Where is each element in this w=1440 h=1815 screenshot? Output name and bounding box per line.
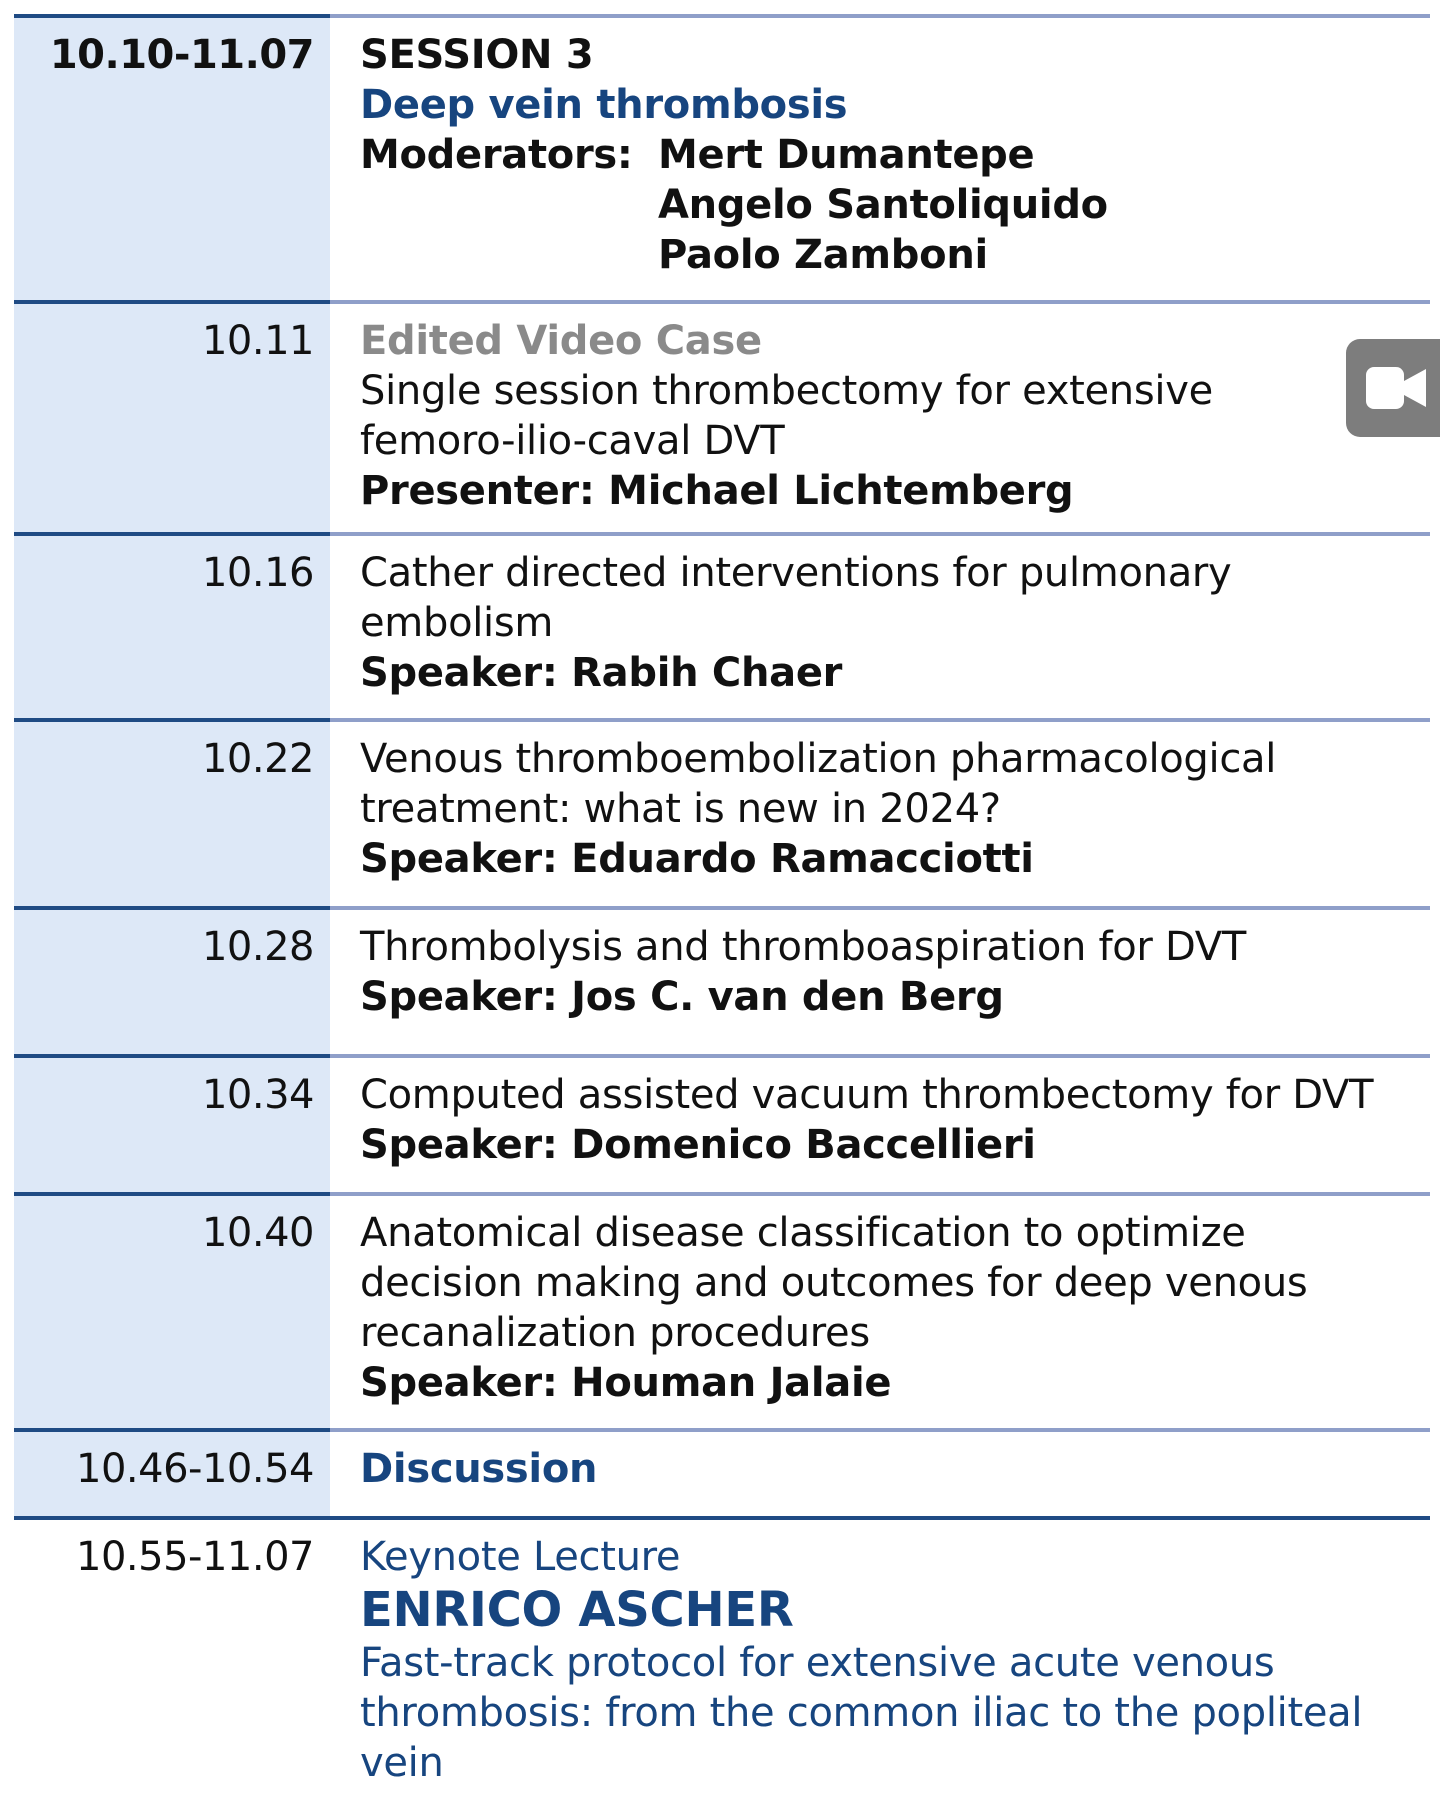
item-title-line: Computed assisted vacuum thrombectomy for DVT [360, 1072, 1374, 1118]
item-time: 10.46-10.54 [76, 1446, 314, 1492]
program-item-row [14, 304, 1430, 534]
program-item-row [14, 910, 1430, 1056]
discussion-label: Discussion [360, 1446, 598, 1492]
item-title-line: decision making and outcomes for deep venous [360, 1260, 1308, 1306]
item-content [360, 548, 1430, 698]
keynote-label: Keynote Lecture [360, 1534, 681, 1580]
item-time: 10.22 [201, 736, 314, 782]
item-time: 10.11 [201, 318, 314, 364]
program-item-row [14, 1058, 1430, 1194]
moderators-label: Moderators: [360, 132, 633, 178]
item-title-line: Thrombolysis and thromboaspiration for DVT [360, 924, 1246, 970]
keynote-title-line: Fast-track protocol for extensive acute venous [360, 1640, 1275, 1686]
moderators [360, 130, 1430, 280]
moderator-names [658, 130, 1108, 280]
item-content [360, 1070, 1430, 1170]
session-content [360, 30, 1430, 280]
item-content [360, 1208, 1430, 1408]
item-time: 10.55-11.07 [76, 1534, 314, 1580]
item-content [360, 1532, 1430, 1788]
moderator-name: Paolo Zamboni [658, 232, 988, 278]
item-speaker: Speaker: Domenico Baccellieri [360, 1122, 1036, 1168]
item-title-line: recanalization procedures [360, 1310, 870, 1356]
item-title-line: Cather directed interventions for pulmonary [360, 550, 1232, 596]
item-content [360, 734, 1430, 884]
session-title: Deep vein thrombosis [360, 82, 848, 128]
moderator-name: Mert Dumantepe [658, 132, 1035, 178]
item-time: 10.16 [201, 550, 314, 596]
video-button[interactable] [1346, 339, 1440, 437]
item-content [360, 316, 1430, 516]
session-header-row [14, 18, 1430, 302]
item-title-line: Single session thrombectomy for extensive [360, 368, 1213, 414]
item-type-label: Edited Video Case [360, 318, 762, 364]
program-item-row [14, 722, 1430, 908]
keynote-title-line: thrombosis: from the common iliac to the popliteal [360, 1690, 1363, 1736]
item-time: 10.28 [201, 924, 314, 970]
keynote-row [14, 1520, 1430, 1815]
item-presenter: Presenter: Michael Lichtemberg [360, 468, 1074, 514]
session-label: SESSION 3 [360, 32, 594, 78]
item-content [360, 922, 1430, 1022]
item-title-line: Venous thromboembolization pharmacological [360, 736, 1277, 782]
item-time: 10.40 [201, 1210, 314, 1256]
program-item-row [14, 536, 1430, 720]
item-title-line: femoro-ilio-caval DVT [360, 418, 785, 464]
item-title-line: embolism [360, 600, 554, 646]
program-item-row [14, 1196, 1430, 1430]
session-time: 10.10-11.07 [49, 32, 314, 78]
item-title-line: Anatomical disease classification to optimize [360, 1210, 1246, 1256]
video-camera-icon [1366, 367, 1426, 409]
item-time: 10.34 [201, 1072, 314, 1118]
item-speaker: Speaker: Houman Jalaie [360, 1360, 892, 1406]
item-title-line: treatment: what is new in 2024? [360, 786, 1001, 832]
keynote-speaker: ENRICO ASCHER [360, 1582, 794, 1638]
item-speaker: Speaker: Jos C. van den Berg [360, 974, 1004, 1020]
keynote-title-line: vein [360, 1740, 444, 1786]
discussion-row [14, 1432, 1430, 1518]
item-content [360, 1444, 1430, 1494]
item-speaker: Speaker: Eduardo Ramacciotti [360, 836, 1034, 882]
moderator-name: Angelo Santoliquido [658, 182, 1108, 228]
item-speaker: Speaker: Rabih Chaer [360, 650, 843, 696]
